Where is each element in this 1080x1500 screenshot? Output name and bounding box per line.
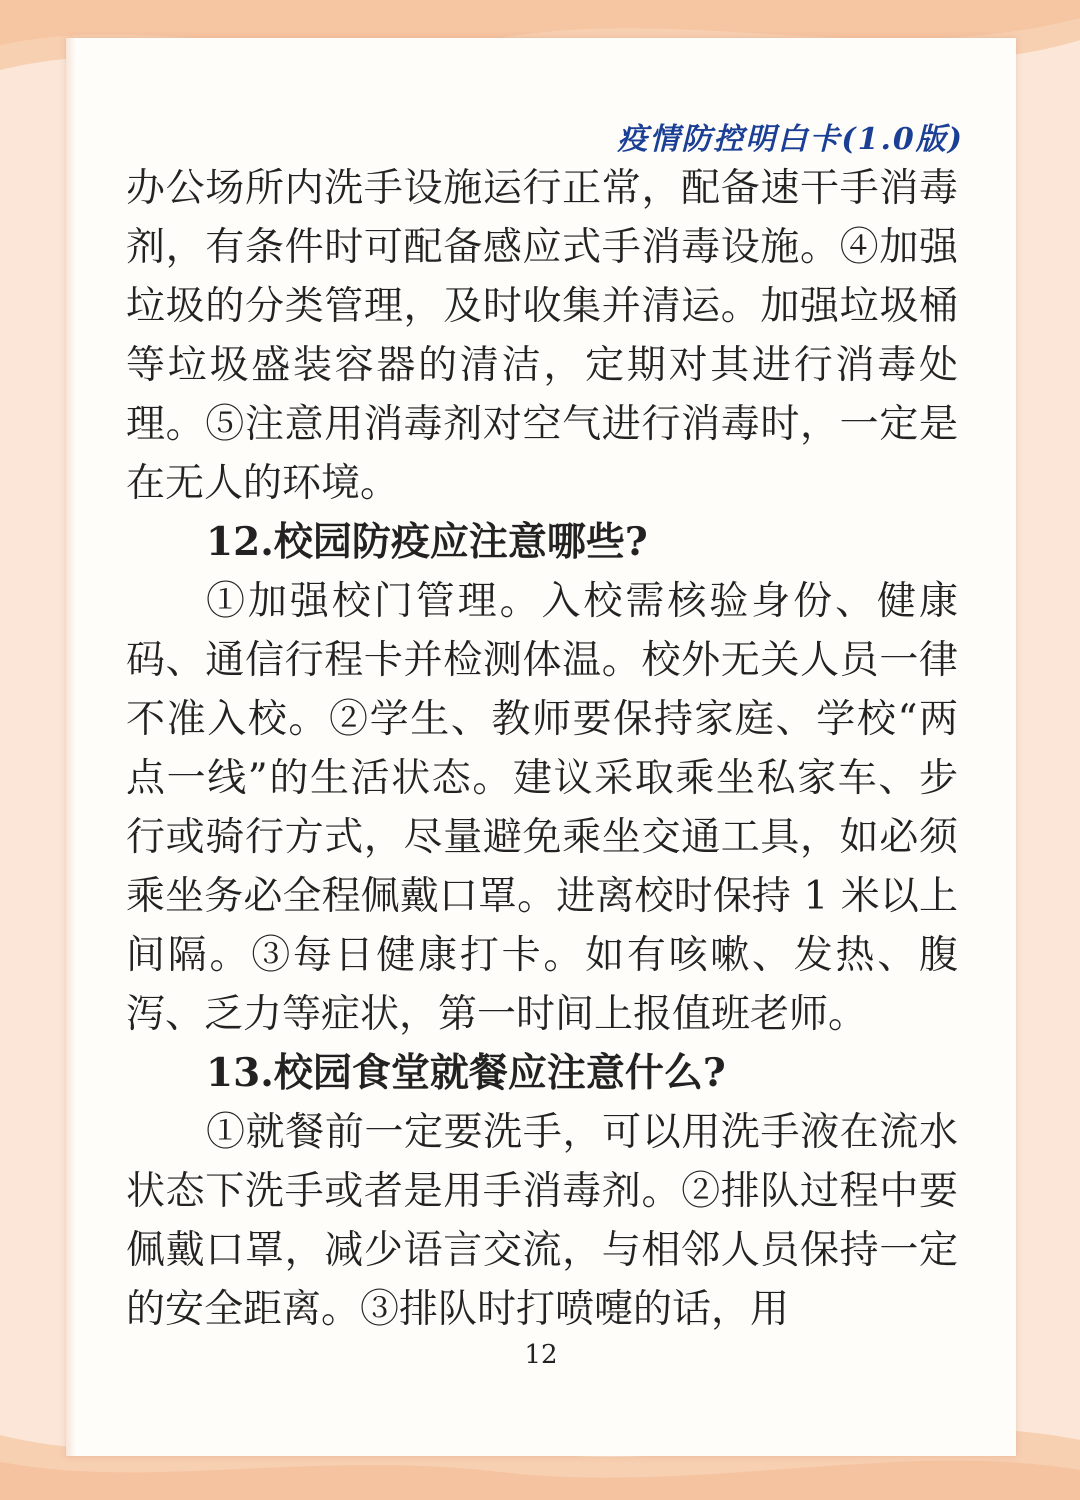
page-content xyxy=(126,159,958,1339)
answer-13-paragraph: ①就餐前一定要洗手，可以用洗手液在流水状态下洗手或者是用手消毒剂。②排队过程中要佩戴口罩，减少语言交流，与相邻人员保持一定的安全距离。③排队时打喷嚏的话，用 xyxy=(126,1110,958,1332)
page-number: 12 xyxy=(524,1340,558,1370)
document-page xyxy=(66,38,1016,1456)
question-12-heading: 12.校园防疫应注意哪些? xyxy=(206,519,648,565)
question-13-heading: 13.校园食堂就餐应注意什么? xyxy=(206,1050,726,1096)
header-title: 疫情防控明白卡(1.0版) xyxy=(617,122,964,157)
paragraph-continued: 办公场所内洗手设施运行正常，配备速干手消毒剂，有条件时可配备感应式手消毒设施。④加强垃圾的分类管理，及时收集并清运。加强垃圾桶等垃圾盛装容器的清洁，定期对其进行消毒处理。⑤注意用消毒剂对空气进行消毒时，一定是在无人的环境。 xyxy=(126,166,958,506)
answer-12-paragraph: ①加强校门管理。入校需核验身份、健康码、通信行程卡并检测体温。校外无关人员一律不准入校。②学生、教师要保持家庭、学校“两点一线”的生活状态。建议采取乘坐私家车、步行或骑行方式，尽量避免乘坐交通工具，如必须乘坐务必全程佩戴口罩。进离校时保持 1 米以上间隔。③每日健康打卡。如有咳嗽、发热、腹泻、乏力等症状，第一时间上报值班老师。 xyxy=(126,579,958,1037)
